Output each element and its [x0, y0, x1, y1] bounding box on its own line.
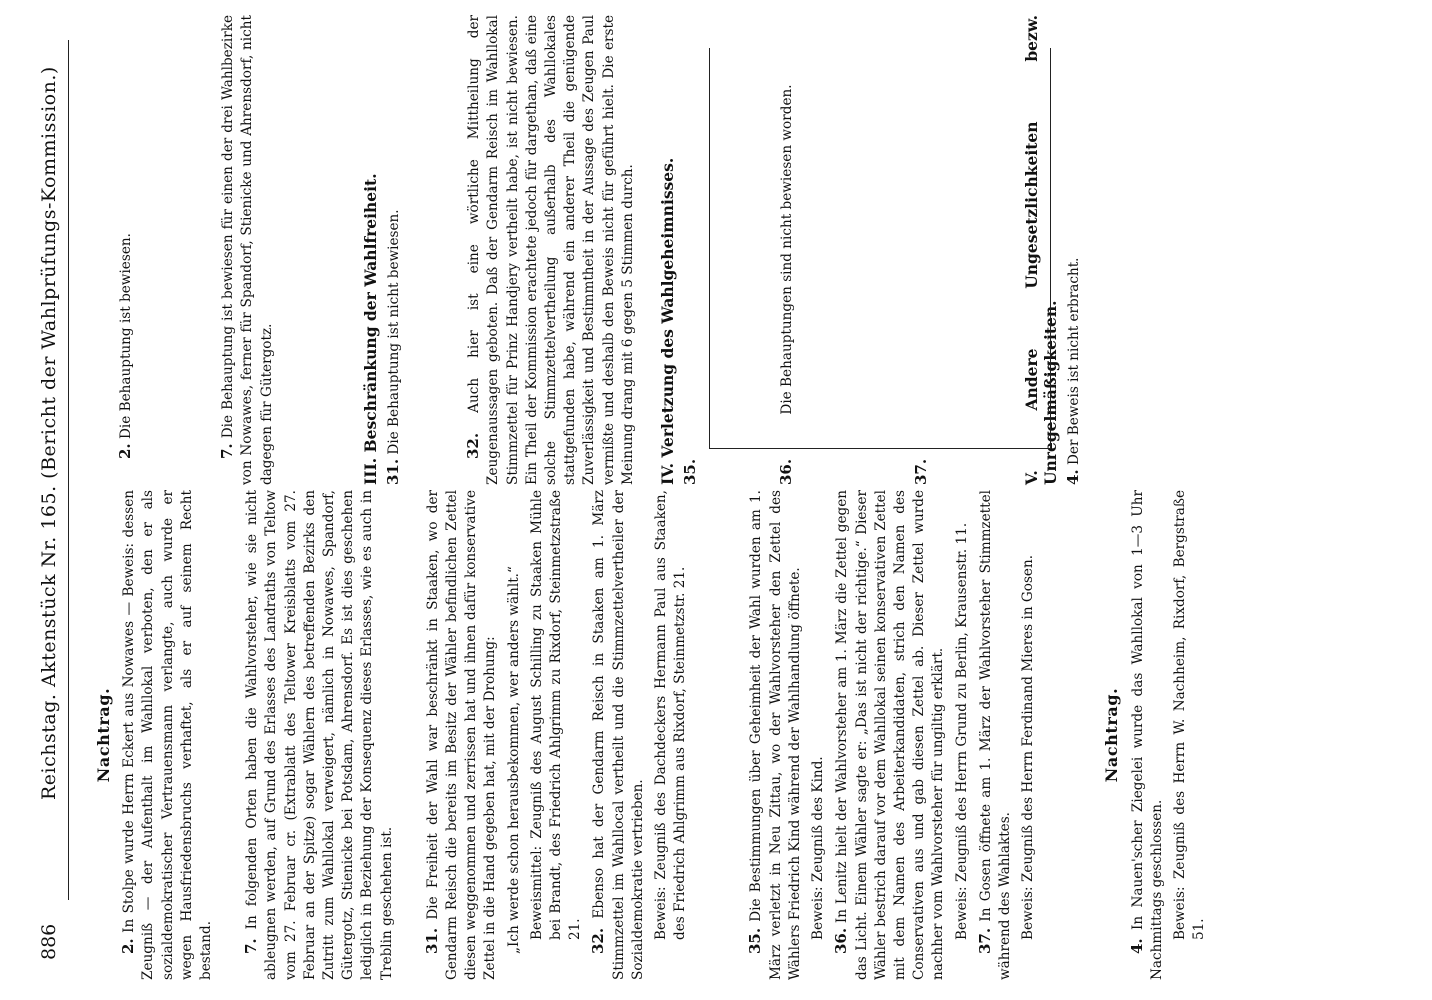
- entry-number: 31.: [384, 458, 403, 485]
- entry-number: 32.: [589, 927, 608, 954]
- entry-37-proof: Beweis: Zeugniß des Herrn Ferdinand Mieres in Gosen.: [1020, 554, 1037, 940]
- entry-number: 35.: [681, 458, 700, 485]
- page-header: [38, 30, 68, 960]
- entry-number: 4.: [1127, 938, 1146, 954]
- left-column: [86, 490, 1213, 980]
- entry-number: 37.: [975, 927, 994, 954]
- findings-35-37: [681, 15, 932, 485]
- entry-text: Die Behauptungen sind nicht bewiesen worden.: [779, 84, 796, 415]
- entry-text: In folgenden Orten haben die Wahlvorsteher, wie sie nicht ableugnen werden, auf Grund des Erlasses des Landraths von Teltow vom 27. Februar cr. (Extrablatt des Teltower Kreisblatts vom 27. Februar an der Spitze) sogar Wählern des betreffenden Bezirks den Zutritt zum Wahllokal verweigert, nämlich in Nowawes, Spandorf, Gütergotz, Stienicke bei Potsdam, Ahrensdorf. Es ist dies geschehen lediglich in Beziehung der Konsequenz dieses Erlasses, wie es auch in Treblin geschehen ist.: [244, 490, 395, 980]
- entry-number: 2.: [116, 443, 134, 459]
- entry-text: Die Freiheit der Wahl war beschränkt in Staaken, wo der Gendarm Reisch die bereits im Besitz der Wähler befindlichen Zettel diesen weggenommen und zerrissen hat und ihnen dafür konservative Zettel in die Hand gegeben hat, mit der Drohung:: [424, 490, 499, 980]
- section-3-heading: III. Beschränkung der Wahlfreiheit.: [360, 173, 380, 485]
- entry-36-proof: Beweis: Zeugniß des Herrn Grund zu Berlin, Krausenstr. 11.: [953, 522, 970, 940]
- entry-31: [423, 490, 501, 980]
- finding-4: [1064, 15, 1084, 485]
- nachtrag-heading-2: Nachtrag.: [1102, 687, 1122, 783]
- finding-32: [464, 15, 638, 485]
- nachtrag-heading: Nachtrag.: [94, 687, 113, 783]
- entry-text: In Gosen öffnete am 1. März der Wahlvorsteher Stimmzettel während des Wahlaktes.: [977, 490, 1013, 980]
- finding-2: [116, 15, 136, 485]
- entry-2: [119, 490, 216, 980]
- entry-number: 4.: [1064, 469, 1083, 485]
- entry-35: [746, 490, 805, 980]
- entry-31-quote: „Ich werde schon herausbekommen, wer anders wählt.“: [505, 566, 522, 954]
- entry-number: 7.: [218, 443, 237, 459]
- entry-text: Die Bestimmungen über Geheimheit der Wahl wurden am 1. März verletzt in Neu Zittau, wo der Wahlvorsteher den Zettel des Wählers Friedrich Kind während der Wahlhandlung öffnete.: [748, 490, 803, 980]
- entry-32-proof: Beweis: Zeugniß des Dachdeckers Hermann Paul aus Staaken, des Friedrich Ahlgrimm aus Rixdorf, Steinmetzstr. 21.: [653, 490, 689, 940]
- running-title: Reichstag. Aktenstück Nr. 165. (Bericht der Wahlprüfungs-Kommission.): [38, 66, 60, 800]
- entry-number: 37.: [911, 458, 930, 485]
- header-rule: [68, 40, 69, 900]
- entry-text: Die Behauptung ist bewiesen.: [118, 233, 134, 439]
- entry-number: 32.: [464, 432, 483, 459]
- entry-35-proof: Beweis: Zeugniß des Kind.: [810, 756, 827, 940]
- entry-number: 7.: [242, 938, 261, 954]
- entry-31-proof: Beweismittel: Zeugniß des August Schilling zu Staaken Mühle bei Brandt, des Friedrich Ahlgrimm zu Rixdorf, Steinmetzstraße 21.: [528, 490, 584, 940]
- entry-text: Der Beweis ist nicht erbracht.: [1066, 257, 1083, 465]
- entry-text: Die Behauptung ist bewiesen für einen der drei Wahlbezirke von Nowawes, ferner für Spandorf, Stienicke und Ahrensdorf, nicht dagegen für Gütergotz.: [220, 15, 275, 485]
- entry-7: [242, 490, 397, 980]
- entry-text: In Stolpe wurde Herrn Eckert aus Nowawes — Beweis: dessen Zeugniß — der Aufenthalt im Wahllokal verboten, den er als sozialdemokratischer Vertrauensmann verlangte, auch wurde er wegen Hausfriedensbruchs verhaftet, als er auf seinem Recht bestand.: [121, 490, 215, 980]
- entry-text: In Lenitz hielt der Wahlvorsteher am 1. März die Zettel gegen das Licht. Einem Wähler sagte er: „Das ist nicht der richtige.“ Dieser Wähler bestrich darauf vor dem Wahllokal seinen konservativen Zettel mit dem Namen des Arbeiterkandidaten, strich den Namen des Conservativen aus und gab diesen Zettel ab. Dieser Zettel wurde nachher vom Wahlvorsteher für ungiltig erklärt.: [834, 490, 947, 980]
- section-4-heading: IV. Verletzung des Wahlgeheimnisses.: [658, 157, 678, 485]
- entry-text: In Nauen'scher Ziegelei wurde das Wahllokal von 1—3 Uhr Nachmittags geschlossen.: [1129, 490, 1165, 980]
- right-column: [86, 15, 1088, 485]
- entry-number: 36.: [832, 927, 851, 954]
- grouping-brace: [709, 48, 1051, 449]
- digitization-credit: [1405, 8, 1423, 988]
- entry-37: [976, 490, 1015, 980]
- entry-number: 31.: [422, 927, 441, 954]
- entry-36: [832, 490, 948, 980]
- entry-32: [589, 490, 648, 980]
- entry-number: 2.: [119, 938, 138, 954]
- finding-35: [681, 15, 701, 485]
- entry-text: Auch hier ist eine wörtliche Mittheilung der Zeugenaussagen geboten. Daß der Gendarm Reisch im Wahllokal Stimmzettel für Prinz Handjery vertheilt habe, ist nicht bewiesen. Ein Theil der Kommission erachtete jedoch für dargethan, daß eine solche Stimmzettelvertheilung außerhalb des Wahllokales stattgefunden habe, während ein anderer Theil die genügende Zuverlässigkeit und Bestimmtheit in der Aussage des Zeugen Paul vermißte und deshalb den Beweis nicht für geführt hielt. Die erste Meinung drang mit 6 gegen 5 Stimmen durch.: [466, 15, 636, 485]
- finding-31: [384, 15, 404, 485]
- entry-number: 35.: [746, 927, 765, 954]
- page-number: 886: [38, 923, 60, 960]
- finding-7: [218, 15, 277, 485]
- entry-text: Ebenso hat der Gendarm Reisch in Staaken am 1. März Stimmzettel im Wahllocal vertheilt und die Stimmzettelvertheiler der Sozialdemokratie vertrieben.: [591, 489, 646, 980]
- entry-4-proof: Beweis: Zeugniß des Herrn W. Nachheim, Rixdorf, Bergstraße 51.: [1171, 490, 1208, 940]
- entry-text: Die Behauptung ist nicht bewiesen.: [386, 209, 403, 455]
- section-5-heading: V. Andere Ungesetzlichkeiten bezw. Unregelmäßigkeiten.: [1021, 15, 1061, 485]
- entry-4: [1128, 490, 1167, 980]
- entry-number: 36.: [777, 458, 796, 485]
